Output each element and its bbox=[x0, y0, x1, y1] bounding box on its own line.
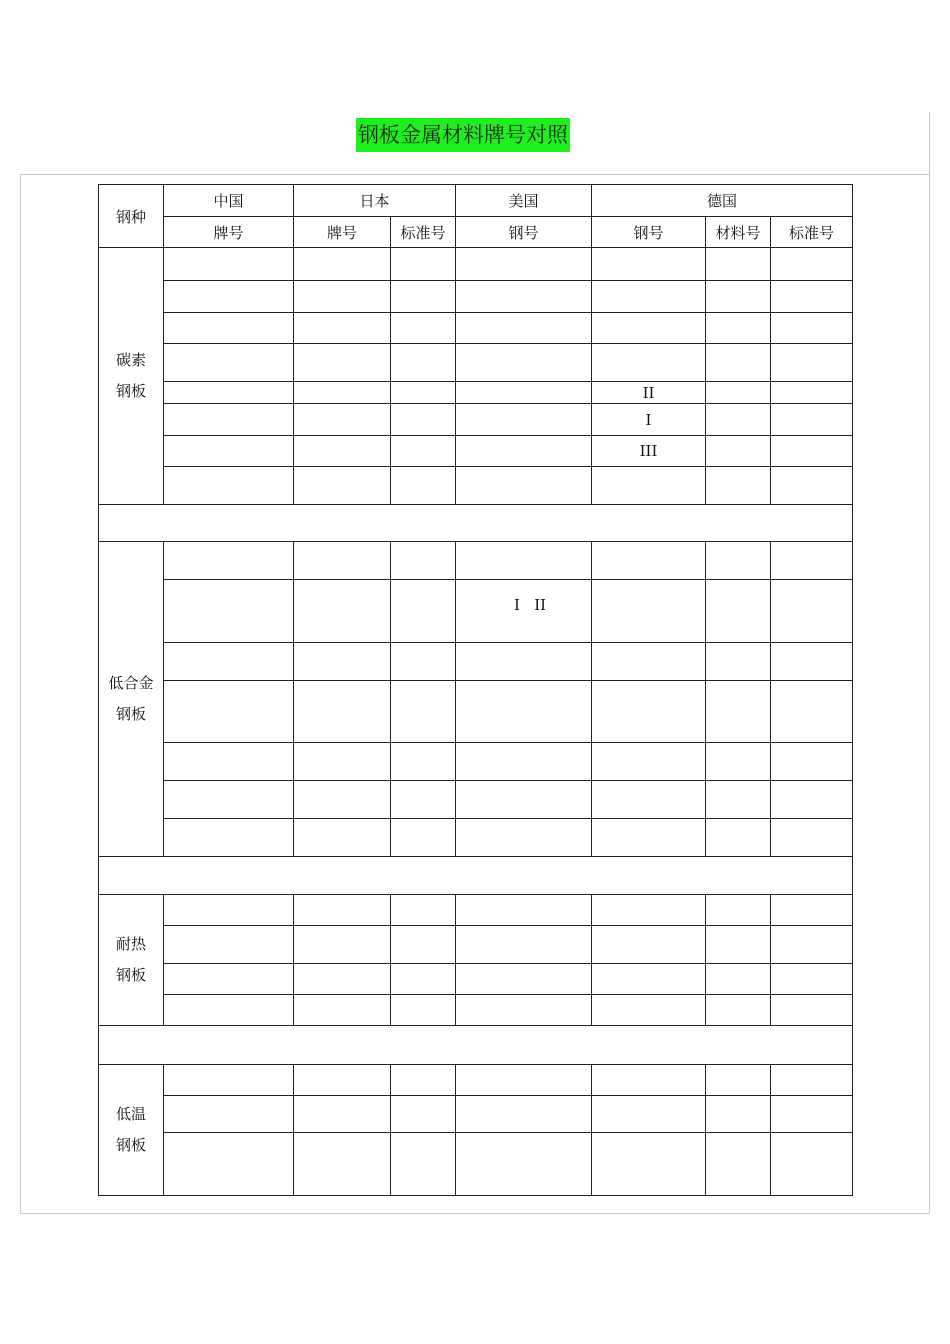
header-germany-material-no: 材料号 bbox=[706, 217, 771, 248]
table-cell bbox=[164, 781, 294, 819]
page-frame-left-border bbox=[20, 174, 21, 1214]
table-cell bbox=[456, 964, 592, 995]
table-cell bbox=[164, 436, 294, 467]
table-cell bbox=[164, 681, 294, 743]
table-cell bbox=[771, 404, 853, 436]
table-cell bbox=[391, 1065, 456, 1096]
table-cell bbox=[706, 344, 771, 382]
table-cell bbox=[592, 964, 706, 995]
table-cell bbox=[706, 995, 771, 1026]
table-cell bbox=[456, 1065, 592, 1096]
table-cell bbox=[706, 743, 771, 781]
table-cell bbox=[456, 313, 592, 344]
table-cell bbox=[771, 995, 853, 1026]
table-row bbox=[99, 895, 853, 926]
table-cell bbox=[294, 964, 391, 995]
category-carbon-steel-plate: 碳素 钢板 bbox=[99, 248, 164, 505]
table-cell bbox=[164, 895, 294, 926]
table-cell bbox=[456, 895, 592, 926]
table-row bbox=[99, 819, 853, 857]
table-cell bbox=[592, 580, 706, 643]
table-cell bbox=[771, 542, 853, 580]
table-cell bbox=[456, 404, 592, 436]
table-cell bbox=[456, 248, 592, 281]
table-cell bbox=[771, 1133, 853, 1196]
table-cell bbox=[391, 819, 456, 857]
table-cell bbox=[706, 643, 771, 681]
table-cell bbox=[164, 248, 294, 281]
table-cell bbox=[391, 248, 456, 281]
table-cell bbox=[164, 1096, 294, 1133]
table-cell bbox=[391, 344, 456, 382]
table-cell bbox=[592, 281, 706, 313]
table-cell bbox=[592, 248, 706, 281]
table-cell bbox=[592, 1096, 706, 1133]
table-cell bbox=[164, 964, 294, 995]
category-low-alloy-steel-plate: 低合金 钢板 bbox=[99, 542, 164, 857]
table-cell bbox=[456, 643, 592, 681]
table-row bbox=[99, 344, 853, 382]
table-cell bbox=[771, 436, 853, 467]
category-low-temperature-steel-plate: 低温 钢板 bbox=[99, 1065, 164, 1196]
table-cell bbox=[294, 995, 391, 1026]
table-cell bbox=[706, 1133, 771, 1196]
header-row-countries bbox=[99, 185, 853, 217]
table-row bbox=[99, 926, 853, 964]
table-cell bbox=[391, 382, 456, 404]
table-row bbox=[99, 995, 853, 1026]
table-cell bbox=[391, 467, 456, 505]
table-cell bbox=[391, 781, 456, 819]
table-cell bbox=[164, 1133, 294, 1196]
table-cell bbox=[456, 1096, 592, 1133]
table-cell bbox=[456, 382, 592, 404]
table-cell bbox=[294, 926, 391, 964]
table-cell bbox=[294, 1065, 391, 1096]
table-cell bbox=[592, 995, 706, 1026]
header-row-subcolumns bbox=[99, 217, 853, 248]
table-row bbox=[99, 248, 853, 281]
usa-steel-no-cell: I II bbox=[456, 580, 592, 643]
page-title: 钢板金属材料牌号对照 bbox=[356, 118, 570, 152]
table-cell bbox=[706, 819, 771, 857]
table-cell bbox=[771, 313, 853, 344]
section-separator-row bbox=[99, 1026, 853, 1065]
table-cell bbox=[294, 542, 391, 580]
table-cell bbox=[771, 819, 853, 857]
table-cell bbox=[391, 281, 456, 313]
table-cell bbox=[706, 404, 771, 436]
table-cell bbox=[391, 1096, 456, 1133]
table-cell bbox=[771, 344, 853, 382]
table-cell bbox=[592, 643, 706, 681]
table-row bbox=[99, 313, 853, 344]
table-row bbox=[99, 580, 853, 643]
table-row bbox=[99, 964, 853, 995]
table-cell bbox=[456, 436, 592, 467]
table-cell bbox=[391, 643, 456, 681]
header-steel-type: 钢种 bbox=[99, 185, 164, 248]
table-cell bbox=[391, 404, 456, 436]
table-cell bbox=[592, 681, 706, 743]
table-cell bbox=[592, 743, 706, 781]
table-cell bbox=[391, 313, 456, 344]
table-cell bbox=[164, 281, 294, 313]
table-cell bbox=[164, 542, 294, 580]
table-cell bbox=[592, 781, 706, 819]
germany-steel-no-cell: I bbox=[592, 404, 706, 436]
table-cell bbox=[294, 344, 391, 382]
table-cell bbox=[294, 643, 391, 681]
table-cell bbox=[706, 436, 771, 467]
table-cell bbox=[391, 580, 456, 643]
table-cell bbox=[771, 643, 853, 681]
table-cell bbox=[164, 404, 294, 436]
table-cell bbox=[456, 467, 592, 505]
header-japan: 日本 bbox=[294, 185, 456, 217]
table-row bbox=[99, 1065, 853, 1096]
table-cell bbox=[771, 1096, 853, 1133]
table-cell bbox=[592, 467, 706, 505]
table-row bbox=[99, 382, 853, 404]
table-cell bbox=[771, 281, 853, 313]
table-cell bbox=[294, 313, 391, 344]
table-cell bbox=[592, 926, 706, 964]
table-cell bbox=[391, 926, 456, 964]
table-cell bbox=[592, 344, 706, 382]
table-row bbox=[99, 643, 853, 681]
header-germany-standard: 标准号 bbox=[771, 217, 853, 248]
category-heat-resistant-steel-plate: 耐热 钢板 bbox=[99, 895, 164, 1026]
table-row bbox=[99, 1096, 853, 1133]
header-china: 中国 bbox=[164, 185, 294, 217]
section-separator-row bbox=[99, 857, 853, 895]
table-cell bbox=[294, 580, 391, 643]
page-frame-bottom-border bbox=[20, 1213, 930, 1214]
section-separator bbox=[99, 857, 853, 895]
table-cell bbox=[456, 1133, 592, 1196]
table-row bbox=[99, 781, 853, 819]
table-cell bbox=[164, 313, 294, 344]
table-row bbox=[99, 467, 853, 505]
table-cell bbox=[164, 1065, 294, 1096]
table-row bbox=[99, 542, 853, 580]
table-cell bbox=[164, 643, 294, 681]
table-cell bbox=[706, 926, 771, 964]
table-cell bbox=[456, 995, 592, 1026]
table-cell bbox=[592, 819, 706, 857]
table-cell bbox=[294, 1133, 391, 1196]
table-cell bbox=[391, 995, 456, 1026]
table-cell bbox=[706, 542, 771, 580]
header-germany: 德国 bbox=[592, 185, 853, 217]
table-cell bbox=[391, 542, 456, 580]
germany-steel-no-cell: III bbox=[592, 436, 706, 467]
table-cell bbox=[164, 995, 294, 1026]
table-row bbox=[99, 436, 853, 467]
table-cell bbox=[456, 281, 592, 313]
table-cell bbox=[164, 580, 294, 643]
table-cell bbox=[294, 681, 391, 743]
germany-steel-no-cell: II bbox=[592, 382, 706, 404]
table-cell bbox=[456, 819, 592, 857]
table-cell bbox=[456, 681, 592, 743]
table-row bbox=[99, 1133, 853, 1196]
table-cell bbox=[771, 467, 853, 505]
table-cell bbox=[771, 781, 853, 819]
steel-grade-comparison-table bbox=[98, 184, 853, 1196]
page-frame-right-border bbox=[929, 112, 930, 1214]
table-cell bbox=[771, 580, 853, 643]
table-cell bbox=[391, 743, 456, 781]
table-cell bbox=[771, 743, 853, 781]
table-cell bbox=[294, 382, 391, 404]
table-cell bbox=[706, 964, 771, 995]
table-row bbox=[99, 281, 853, 313]
header-japan-standard: 标准号 bbox=[391, 217, 456, 248]
table-cell bbox=[294, 895, 391, 926]
table-cell bbox=[164, 382, 294, 404]
table-cell bbox=[592, 895, 706, 926]
table-cell bbox=[456, 542, 592, 580]
section-separator bbox=[99, 1026, 853, 1065]
table-cell bbox=[294, 467, 391, 505]
table-cell bbox=[771, 1065, 853, 1096]
table-cell bbox=[294, 743, 391, 781]
table-cell bbox=[771, 681, 853, 743]
table-cell bbox=[294, 248, 391, 281]
table-cell bbox=[771, 926, 853, 964]
table-row bbox=[99, 681, 853, 743]
table-cell bbox=[706, 248, 771, 281]
table-cell bbox=[706, 1096, 771, 1133]
page-frame-top-border bbox=[20, 174, 930, 175]
table-cell bbox=[164, 926, 294, 964]
table-cell bbox=[771, 895, 853, 926]
table-cell bbox=[294, 819, 391, 857]
table-cell bbox=[456, 743, 592, 781]
table-cell bbox=[164, 467, 294, 505]
table-cell bbox=[706, 681, 771, 743]
table-cell bbox=[771, 248, 853, 281]
table-cell bbox=[164, 743, 294, 781]
table-cell bbox=[706, 281, 771, 313]
table-cell bbox=[164, 344, 294, 382]
section-separator-row bbox=[99, 505, 853, 542]
table-cell bbox=[706, 382, 771, 404]
table-cell bbox=[456, 344, 592, 382]
table-cell bbox=[294, 436, 391, 467]
table-cell bbox=[592, 1133, 706, 1196]
table-cell bbox=[706, 580, 771, 643]
table-cell bbox=[706, 1065, 771, 1096]
table-cell bbox=[456, 926, 592, 964]
table-cell bbox=[592, 542, 706, 580]
header-usa-steel-no: 钢号 bbox=[456, 217, 592, 248]
table-cell bbox=[391, 964, 456, 995]
table-cell bbox=[706, 313, 771, 344]
table-cell bbox=[164, 819, 294, 857]
header-japan-grade: 牌号 bbox=[294, 217, 391, 248]
table-cell bbox=[391, 681, 456, 743]
table-cell bbox=[294, 1096, 391, 1133]
table-cell bbox=[706, 895, 771, 926]
table-cell bbox=[294, 404, 391, 436]
table-cell bbox=[456, 781, 592, 819]
table-cell bbox=[771, 382, 853, 404]
table-cell bbox=[391, 436, 456, 467]
table-cell bbox=[391, 895, 456, 926]
section-separator bbox=[99, 505, 853, 542]
table-cell bbox=[592, 1065, 706, 1096]
table-cell bbox=[294, 281, 391, 313]
table-cell bbox=[706, 781, 771, 819]
table-cell bbox=[592, 313, 706, 344]
header-china-grade: 牌号 bbox=[164, 217, 294, 248]
header-usa: 美国 bbox=[456, 185, 592, 217]
table-cell bbox=[771, 964, 853, 995]
table-cell bbox=[391, 1133, 456, 1196]
table-row bbox=[99, 404, 853, 436]
header-germany-steel-no: 钢号 bbox=[592, 217, 706, 248]
table-cell bbox=[294, 781, 391, 819]
table-row bbox=[99, 743, 853, 781]
table-cell bbox=[706, 467, 771, 505]
